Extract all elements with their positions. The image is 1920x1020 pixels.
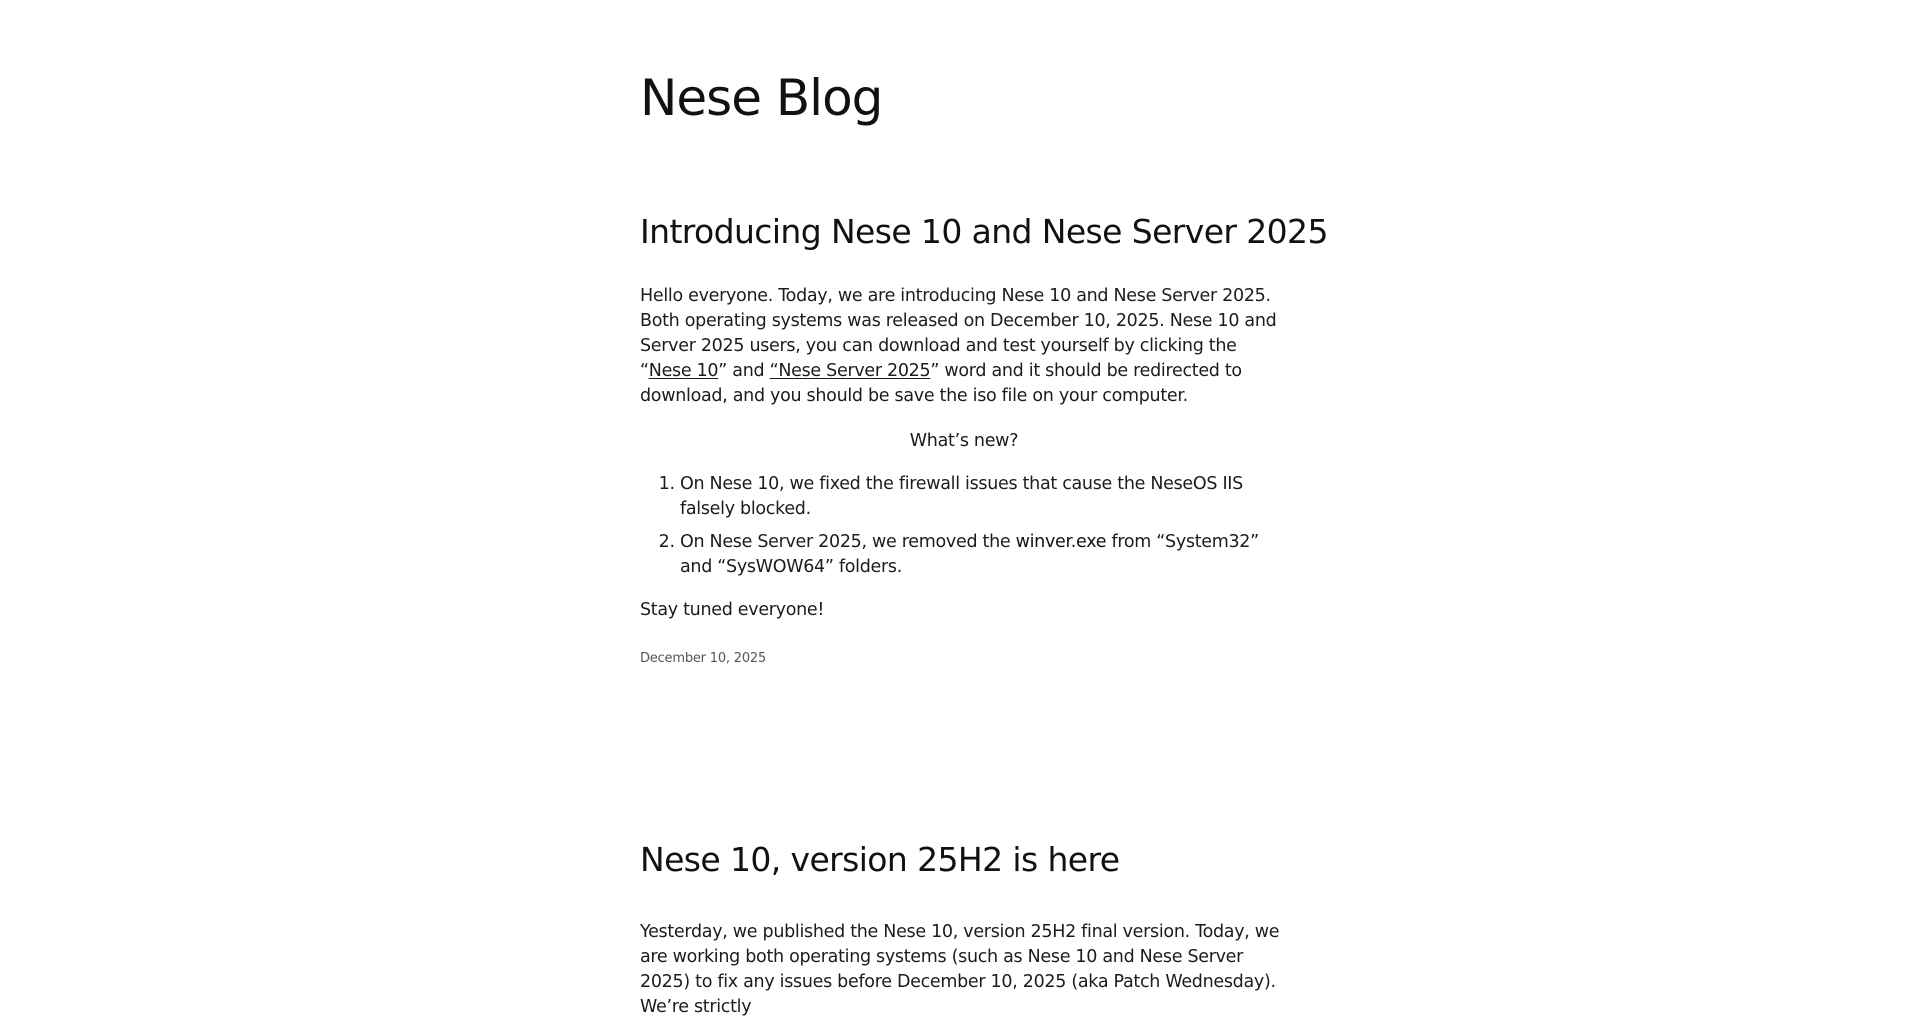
intro-text-after: ” word and it should be redirected to download, and you should be save the iso file on your computer.	[640, 361, 1242, 406]
nese-10-download-link[interactable]: Nese 10	[648, 361, 719, 381]
intro-text-between: ” and	[718, 361, 770, 381]
list-item	[680, 472, 1288, 522]
post-intro-paragraph	[640, 284, 1288, 409]
post-closing: Stay tuned everyone!	[640, 600, 825, 620]
change-text: On Nese 10, we fixed the firewall issues that cause the NeseOS IIS falsely blocked.	[680, 474, 1243, 519]
post-content	[640, 284, 1288, 623]
changes-list	[640, 472, 1288, 580]
site-title[interactable]: Nese Blog	[640, 69, 883, 127]
winver-filename: winver.exe	[1015, 532, 1107, 552]
post-date: December 10, 2025	[640, 651, 767, 666]
post-content	[640, 920, 1288, 1020]
whats-new-heading: What’s new?	[909, 431, 1019, 451]
change-text-before: On Nese Server 2025, we removed the	[680, 532, 1016, 552]
post-excerpt: Yesterday, we published the Nese 10, version 25H2 final version. Today, we are working both operating systems (such as Nese 10 and Nese Server 2025) to fix any issues before December 10, 2025 (aka Patch Wednesday). We’re strictly	[640, 922, 1280, 1017]
nese-server-2025-download-link[interactable]: “Nese Server 2025	[769, 361, 931, 381]
intro-text: Hello everyone. Today, we are introducing Nese 10 and Nese Server 2025. Both operating systems was released on December 10, 2025. Nese 10 and Server 2025 users, you can download and test yourself by clicking the “	[640, 286, 1277, 381]
post-title[interactable]: Nese 10, version 25H2 is here	[640, 840, 1120, 879]
change-text-after: from “System32” and “SysWOW64” folders.	[680, 532, 1259, 577]
blog-post	[640, 210, 1328, 666]
list-item	[680, 530, 1288, 580]
post-title[interactable]: Introducing Nese 10 and Nese Server 2025	[640, 212, 1328, 251]
